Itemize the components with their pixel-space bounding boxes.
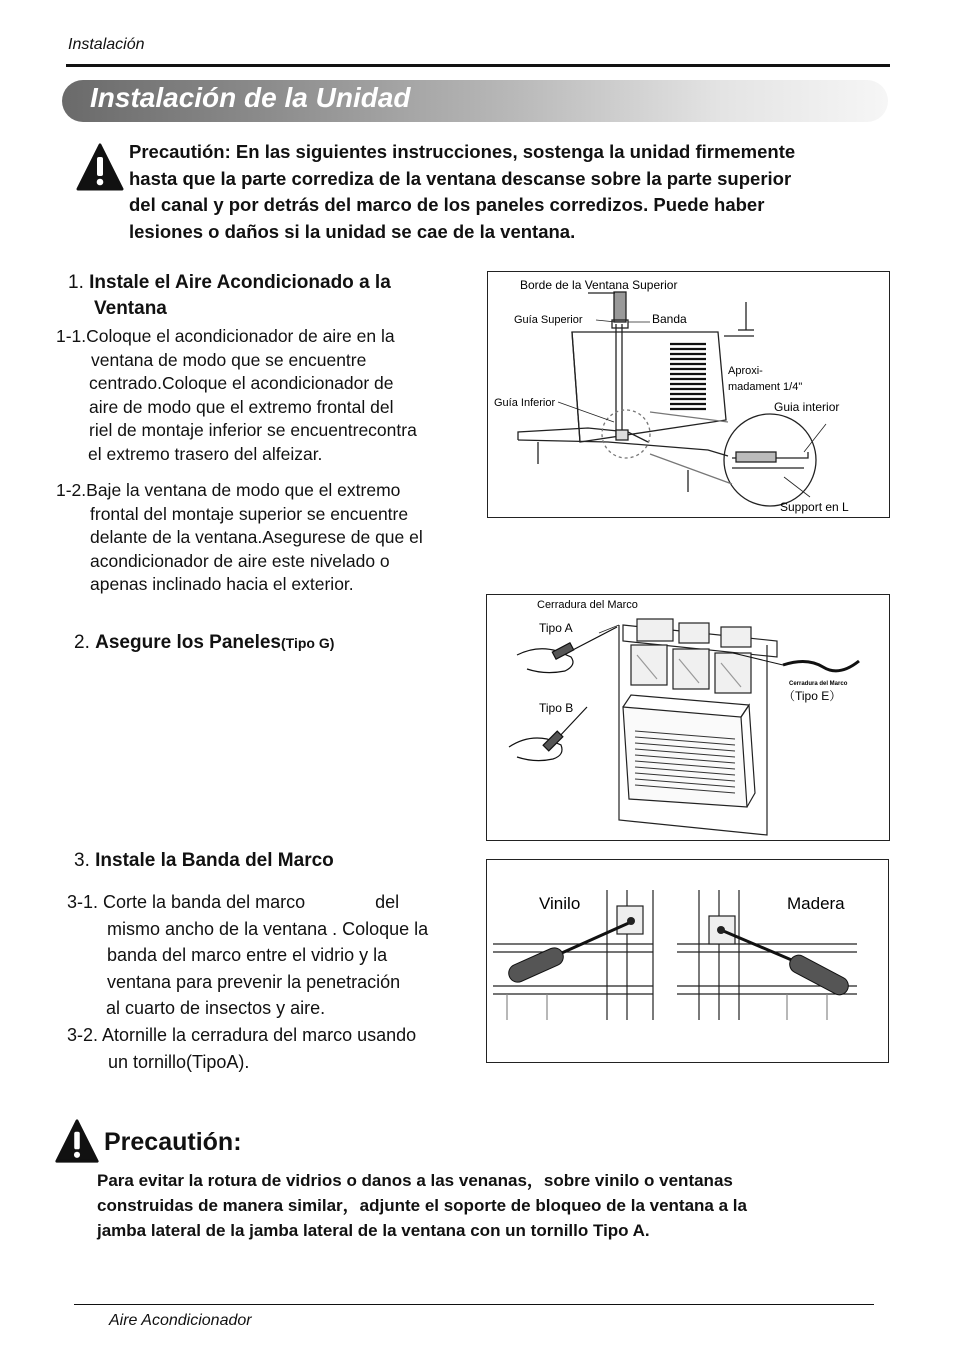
step3-number: 3.	[74, 850, 90, 871]
secure-panels-diagram	[487, 595, 889, 840]
step1-heading	[68, 272, 391, 294]
label-cerradura-small: Cerradura del Marco	[789, 681, 848, 687]
caution-line: construidas de manera similar，adjunte el soporte de bloqueo de la ventana a la	[97, 1196, 747, 1215]
label-guia-inferior: Guía Inferior	[494, 397, 556, 409]
caution-paragraph	[97, 1168, 877, 1243]
text-line: riel de montaje inferior se encuentrecontra	[89, 420, 417, 440]
warning-icon	[76, 142, 124, 192]
caution-line: hasta que la parte corrediza de la ventana descanse sobre la parte superior	[129, 167, 792, 189]
label-tipo-a: Tipo A	[539, 621, 573, 635]
caution-line: jamba lateral de la jamba lateral de la ventana con un tornillo Tipo A.	[97, 1221, 650, 1240]
step1-number: 1.	[68, 272, 84, 293]
step2-title: Asegure los Paneles	[95, 632, 282, 653]
text-line: banda del marco entre el vidrio y la	[107, 945, 388, 965]
step1-title-line2: Ventana	[94, 298, 167, 319]
installation-diagram	[488, 272, 889, 517]
text-line: un tornillo(TipoA).	[108, 1051, 250, 1072]
figure-window-installation	[487, 271, 890, 518]
figure-frame-lock	[486, 859, 889, 1063]
warning-icon	[54, 1118, 100, 1164]
step1-title-line1: Instale el Aire Acondicionado a la	[89, 272, 391, 293]
step1-1-paragraph	[56, 325, 417, 466]
caution-line: Para evitar la rotura de vidrios o danos a las venanas，sobre vinilo o ventanas	[97, 1171, 733, 1190]
text-line: el extremo trasero del alfeizar.	[88, 443, 323, 464]
caution-line: del canal y por detrás del marco de los paneles corredizos. Puede haber	[129, 194, 765, 215]
caution-paragraph	[129, 139, 889, 245]
label-aprox1: Aproxi-	[728, 365, 763, 377]
text-line: 1-2.Baje la ventana de modo que el extremo	[56, 480, 401, 500]
page-title: Instalación de la Unidad	[90, 82, 411, 113]
label-support: Support en L	[780, 500, 849, 514]
footer-divider	[74, 1304, 874, 1305]
caution-title: Precautión:	[104, 1128, 242, 1156]
section-label: Instalación	[68, 36, 145, 53]
frame-lock-diagram	[487, 860, 888, 1062]
step2-number: 2.	[74, 632, 90, 653]
text-line: delante de la ventana.Asegurese de que el	[90, 527, 423, 547]
footer-label: Aire Acondicionador	[109, 1312, 252, 1329]
text-line: centrado.Coloque el acondicionador de	[89, 373, 394, 393]
label-tipo-b: Tipo B	[539, 701, 574, 715]
step1-2-paragraph	[56, 479, 423, 597]
text-line: al cuarto de insectos y aire.	[106, 998, 326, 1018]
label-vinilo: Vinilo	[539, 894, 581, 913]
step3-2-paragraph	[67, 1022, 416, 1075]
text-line: ventana de modo que se encuentre	[91, 349, 367, 370]
text-line: 3-2. Atornille la cerradura del marco usando	[67, 1025, 417, 1045]
text-line: mismo ancho de la ventana . Coloque la	[107, 918, 429, 939]
step2-type: (Tipo G)	[281, 635, 335, 651]
text-line: frontal del montaje superior se encuentre	[90, 503, 409, 524]
text-line: apenas inclinado hacia el exterior.	[90, 574, 354, 594]
caution-line: Precautión: En las siguientes instrucciones, sostenga la unidad firmemente	[129, 141, 796, 162]
step3-1-paragraph	[67, 889, 428, 1022]
label-guia-superior: Guía Superior	[514, 314, 583, 326]
label-borde: Borde de la Ventana Superior	[520, 278, 678, 292]
header-divider	[66, 64, 890, 67]
label-aprox2: madament 1/4"	[728, 381, 803, 393]
step2-heading	[74, 632, 334, 654]
step3-title: Instale la Banda del Marco	[95, 850, 334, 871]
label-tipo-e: （Tipo E）	[783, 689, 842, 703]
label-guia-interior: Guia interior	[774, 400, 840, 414]
label-cerradura: Cerradura del Marco	[537, 599, 638, 611]
text-line: aire de modo que el extremo frontal del	[89, 396, 394, 417]
figure-secure-panels	[486, 594, 890, 841]
text-line: 1-1.Coloque el acondicionador de aire en la	[56, 326, 395, 346]
label-banda: Banda	[652, 312, 687, 326]
text-line: ventana para prevenir la penetración	[107, 971, 401, 992]
text-line: 3-1. Corte la banda del marco del	[67, 892, 400, 912]
caution-line: lesiones o daños si la unidad se cae de la ventana.	[129, 220, 576, 242]
text-line: acondicionador de aire este nivelado o	[90, 550, 390, 571]
label-madera: Madera	[787, 894, 845, 913]
step3-heading	[74, 850, 334, 872]
